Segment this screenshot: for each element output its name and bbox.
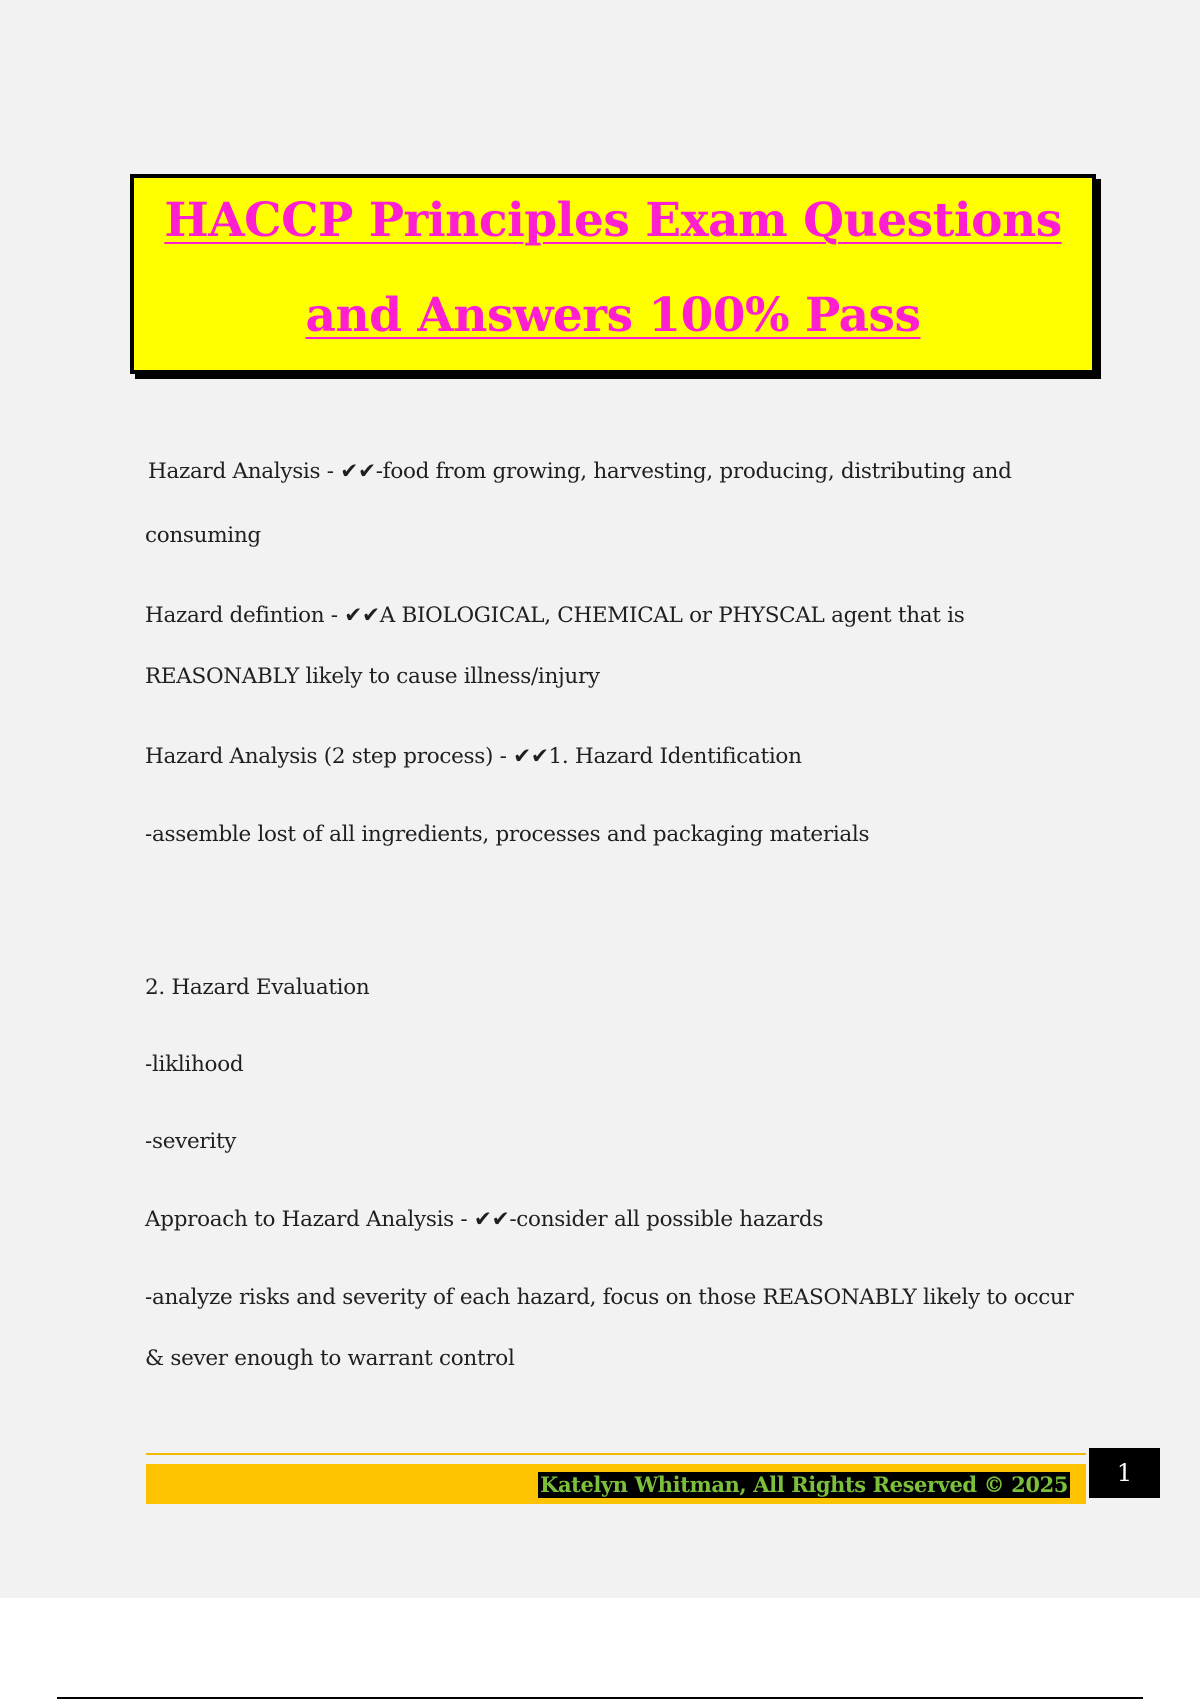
body-line: Hazard defintion - ✔✔A BIOLOGICAL, CHEMICAL or PHYSCAL agent that is [145, 603, 965, 628]
body-line: 2. Hazard Evaluation [145, 975, 370, 1000]
body-line: Approach to Hazard Analysis - ✔✔-consider all possible hazards [145, 1207, 824, 1232]
body-line: -assemble lost of all ingredients, processes and packaging materials [145, 822, 870, 847]
body-line: -severity [145, 1129, 237, 1154]
body-line: Hazard Analysis - ✔✔-food from growing, harvesting, producing, distributing and [148, 459, 1012, 484]
body-line: REASONABLY likely to cause illness/injury [145, 664, 600, 689]
body-line: & sever enough to warrant control [145, 1346, 515, 1371]
body-line: Hazard Analysis (2 step process) - ✔✔1. Hazard Identification [145, 744, 802, 769]
page-number: 1 [1089, 1448, 1160, 1498]
body-line: -liklihood [145, 1052, 244, 1077]
page-separator [57, 1697, 1143, 1699]
title-line-1: HACCP Principles Exam Questions [164, 193, 1062, 248]
footer-rule [146, 1453, 1086, 1455]
footer-copyright: Katelyn Whitman, All Rights Reserved © 2025 [540, 1472, 1068, 1497]
body-line: consuming [145, 523, 261, 548]
body-line: -analyze risks and severity of each hazard, focus on those REASONABLY likely to occur [145, 1285, 1074, 1310]
footer-bar [146, 1464, 1086, 1504]
title-line-2: and Answers 100% Pass [305, 288, 921, 343]
title-box [130, 174, 1096, 374]
